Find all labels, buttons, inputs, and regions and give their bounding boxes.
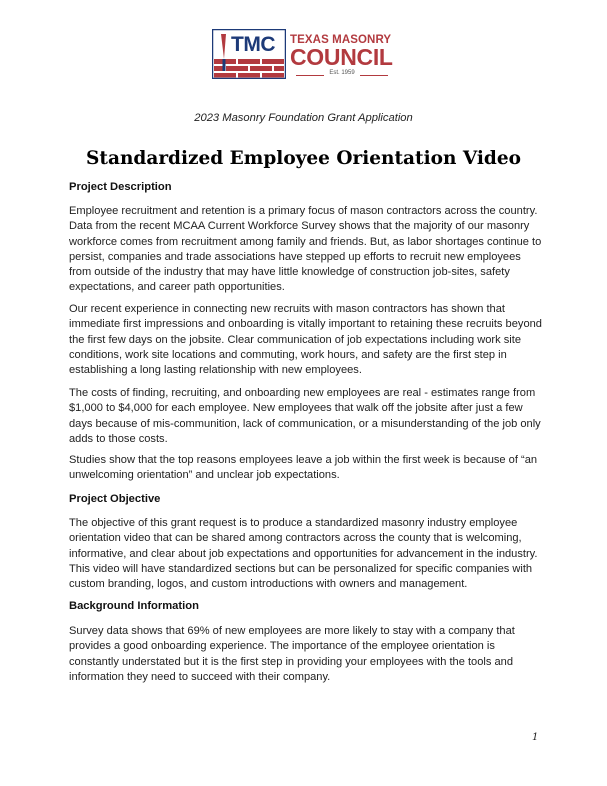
paragraph: The objective of this grant request is to produce a standardized masonry industry employee orientation video that can be shared among contractors across the county that is welcoming, informative, and clear about job expectations and opportunities for advancement in the industry. This video will have standardized sections but can be personalized for specific companies with custom branding, logos, and custom introductions with owners and management. bbox=[69, 517, 538, 591]
document-title: Standardized Employee Orientation Video bbox=[86, 148, 521, 169]
tmc-logo bbox=[212, 29, 394, 81]
section-heading-background-information: Background Information bbox=[69, 600, 199, 612]
logo-est-line bbox=[292, 70, 392, 80]
page-number: 1 bbox=[532, 732, 539, 743]
document-subtitle: 2023 Masonry Foundation Grant Application bbox=[194, 112, 413, 124]
section-heading-project-objective: Project Objective bbox=[69, 493, 161, 505]
logo-rule-right bbox=[360, 75, 388, 76]
logo-top-line: TEXAS MASONRY bbox=[290, 34, 392, 46]
paragraph: The costs of finding, recruiting, and onboarding new employees are real - estimates range from $1,000 to $4,000 for each employee. New employees that walk off the jobsite after just a few days because of mis-communition, lack of communication, or a misunderstanding of the job only adds to those costs. bbox=[69, 387, 541, 445]
logo-est: Est. 1959 bbox=[329, 70, 355, 76]
paragraph: Survey data shows that 69% of new employees are more likely to stay with a company that provides a good onboarding experience. The importance of the employee orientation is constantly understated but it is the first step in providing your employees with the tools and information they need to succeed with their company. bbox=[69, 625, 515, 683]
logo-initials: TMC bbox=[231, 33, 275, 56]
section-heading-project-description: Project Description bbox=[69, 181, 172, 193]
paragraph: Studies show that the top reasons employees leave a job within the first week is because of “an unwelcoming orientation” and unclear job expectations. bbox=[69, 454, 538, 482]
paragraph: Our recent experience in connecting new recruits with mason contractors has shown that immediate first impressions and onboarding is vitally important to retaining these recruits beyond the first few days on the jobsite. Clear communication of job expectations including work site conditions, work site locations and commuting, work hours, and safety are the first step in establishing a long lasting relationship with new employees. bbox=[69, 303, 542, 377]
logo-main-line: COUNCIL bbox=[290, 44, 393, 70]
paragraph: Employee recruitment and retention is a primary focus of mason contractors across the country. Data from the recent MCAA Current Workforce Survey shows that the majority of our masonry workforce comes from recruitment among family and friends. But, as labor shortages continue to persist, companies and trade associations have stepped up efforts to recruit new employees from outside of the industry that may have little knowledge of construction job-sites, safety expectations, and career path opportunities. bbox=[69, 205, 542, 294]
